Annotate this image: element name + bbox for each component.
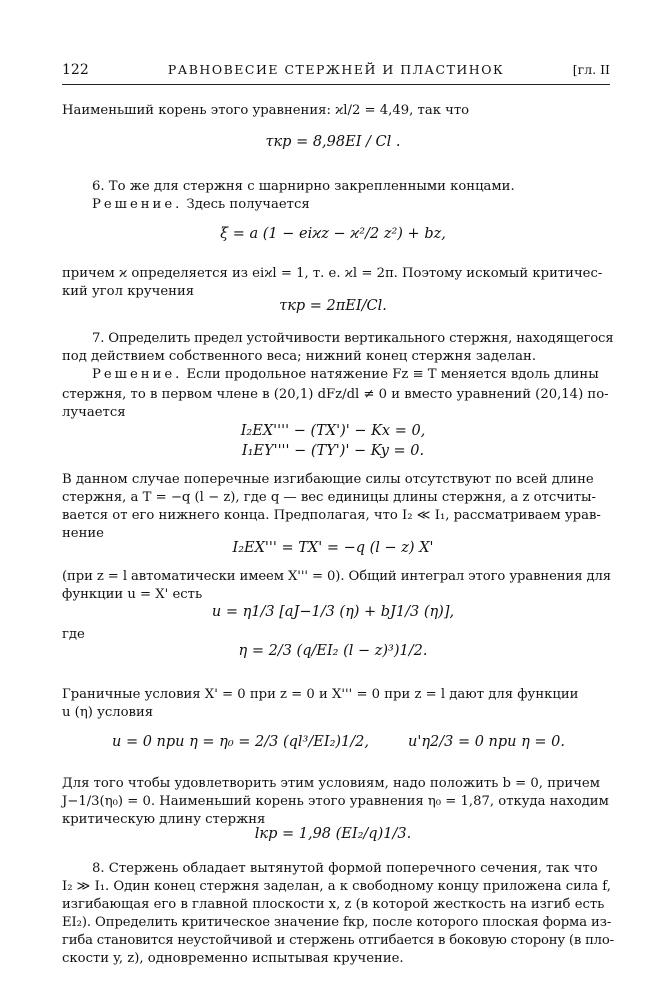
- text-line: EI₂). Определить критическое значение fкр, после которого плоская форма из-: [62, 915, 612, 930]
- text-line: под действием собственного веса; нижний конец стержня заделан.: [62, 349, 537, 364]
- text-line: В данном случае поперечные изгибающие силы отсутствуют по всей длине: [62, 472, 594, 487]
- solution-label: Решение.: [92, 367, 183, 382]
- text-line: u (η) условия: [62, 705, 154, 720]
- text-line: Для того чтобы удовлетворить этим условиям, надо положить b = 0, причем: [62, 776, 600, 791]
- text-line: где: [62, 627, 85, 642]
- text-line: Граничные условия X' = 0 при z = 0 и X''' = 0 при z = l дают для функции: [62, 687, 579, 702]
- header-rule: [62, 84, 610, 85]
- text-line: I₂ ≫ I₁. Один конец стержня заделан, а к свободному концу приложена сила f,: [62, 879, 611, 894]
- text-line: Наименьший корень этого уравнения: ϰl/2 = 4,49, так что: [62, 103, 470, 118]
- text-line: причем ϰ определяется из eiϰl = 1, т. е. ϰl = 2π. Поэтому искомый критичес-: [62, 266, 603, 281]
- equation-tau-hinged: τкр = 2πEI/Cl.: [279, 298, 387, 314]
- text-line: J−1/3(η₀) = 0. Наименьший корень этого уравнения η₀ = 1,87, откуда находим: [62, 794, 609, 809]
- equation-xi: ξ = a (1 − eiϰz − ϰ²/2 z²) + bz,: [220, 226, 446, 242]
- text-line: критическую длину стержня: [62, 812, 266, 827]
- equation-boundary-2: u'η2/3 = 0 при η = 0.: [408, 734, 566, 750]
- equation-tau-clamped: τкр = 8,98EI / Cl .: [265, 134, 401, 150]
- problem-8-statement: 8. Стержень обладает вытянутой формой поперечного сечения, так что: [92, 861, 598, 876]
- problem-7-statement: 7. Определить предел устойчивости вертикального стержня, находящегося: [92, 331, 614, 346]
- text-line: (при z = l автоматически имеем X''' = 0). Общий интеграл этого уравнения для: [62, 569, 612, 584]
- text-line: гиба становится неустойчивой и стержень отгибается в боковую сторону (в пло-: [62, 933, 614, 948]
- text-line: вается от его нижнего конца. Предполагая, что I₂ ≪ I₁, рассматриваем урав-: [62, 508, 601, 523]
- running-title: РАВНОВЕСИЕ СТЕРЖНЕЙ И ПЛАСТИНОК: [167, 62, 505, 77]
- text-fragment: Если продольное натяжение Fz ≡ T меняется вдоль длины: [186, 367, 599, 382]
- equation-critical-length: lкр = 1,98 (EI₂/q)1/3.: [254, 826, 412, 842]
- text-line: стержня, то в первом члене в (20,1) dFz/dl ≠ 0 и вместо уравнений (20,14) по-: [62, 387, 609, 402]
- text-fragment: Здесь получается: [186, 197, 310, 212]
- text-line: функции u = X' есть: [62, 587, 203, 602]
- text-line: стержня, а T = −q (l − z), где q — вес единицы длины стержня, а z отсчиты-: [62, 490, 596, 505]
- equation-reduced: I₂EX''' = TX' = −q (l − z) X': [232, 540, 434, 556]
- chapter-label: [гл. II: [572, 62, 610, 77]
- text-line: скости y, z), одновременно испытывая кручение.: [62, 951, 404, 966]
- text-line: [62, 194, 610, 215]
- equation-bessel: u = η1/3 [aJ−1/3 (η) + bJ1/3 (η)],: [211, 604, 455, 620]
- text-line: кий угол кручения: [62, 284, 195, 299]
- text-line: нение: [62, 526, 104, 541]
- text-line: лучается: [62, 405, 126, 420]
- equation-eta: η = 2/3 (q/EI₂ (l − z)³)1/2.: [238, 643, 428, 659]
- equation-y-bending: I₁EY'''' − (TY')' − Ky = 0.: [241, 443, 425, 459]
- text-line: изгибающая его в главной плоскости x, z (в которой жесткость на изгиб есть: [62, 897, 605, 912]
- equation-x-bending: I₂EX'''' − (TX')' − Kx = 0,: [240, 423, 426, 439]
- page-number: 122: [62, 62, 89, 78]
- equation-boundary-1: u = 0 при η = η₀ = 2/3 (ql³/EI₂)1/2,: [112, 734, 369, 750]
- text-line: [62, 364, 610, 385]
- running-header: [62, 62, 610, 82]
- problem-6-statement: 6. То же для стержня с шарнирно закрепленными концами.: [92, 179, 515, 194]
- solution-label: Решение.: [92, 197, 183, 212]
